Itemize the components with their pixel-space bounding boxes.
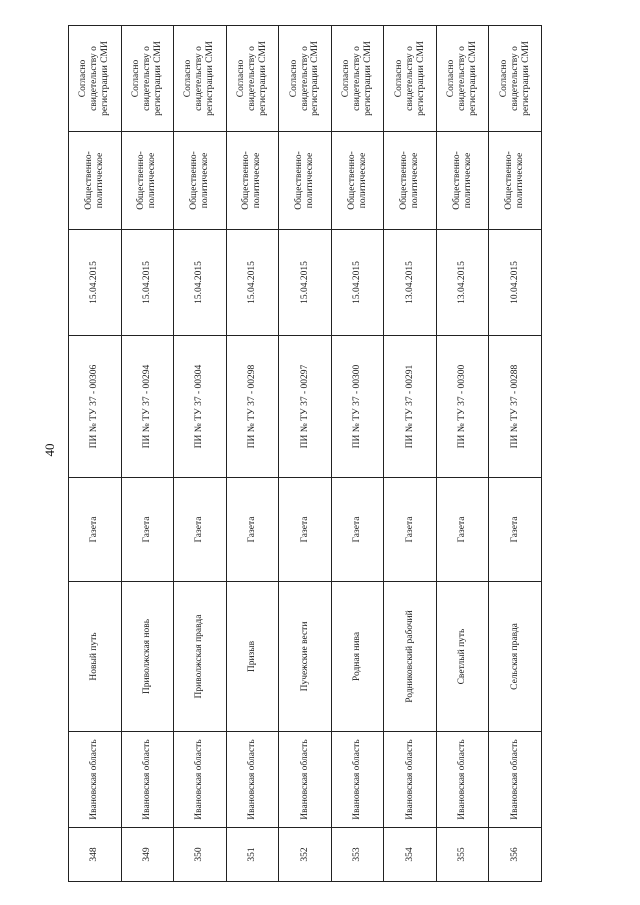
note-cell: Согласно свидетельству о регистрации СМИ <box>69 26 122 132</box>
registration-number-cell: ПИ № ТУ 37 - 00294 <box>121 336 174 478</box>
registration-number-cell: ПИ № ТУ 37 - 00298 <box>226 336 279 478</box>
date-cell: 13.04.2015 <box>384 230 437 336</box>
row-number: 354 <box>384 828 437 882</box>
registration-number-cell: ПИ № ТУ 37 - 00306 <box>69 336 122 478</box>
row-number: 353 <box>331 828 384 882</box>
date-cell: 15.04.2015 <box>174 230 227 336</box>
kind-cell: Газета <box>384 478 437 582</box>
registration-number-cell: ПИ № ТУ 37 - 00304 <box>174 336 227 478</box>
region-cell: Ивановская область <box>69 732 122 828</box>
region-cell: Ивановская область <box>489 732 542 828</box>
registration-number-cell: ПИ № ТУ 37 - 00300 <box>436 336 489 478</box>
table-row <box>384 26 437 882</box>
note-cell: Согласно свидетельству о регистрации СМИ <box>174 26 227 132</box>
date-cell: 15.04.2015 <box>331 230 384 336</box>
specialization-cell: Общественно-политическое <box>121 132 174 230</box>
row-number: 352 <box>279 828 332 882</box>
date-cell: 13.04.2015 <box>436 230 489 336</box>
row-number: 351 <box>226 828 279 882</box>
note-cell: Согласно свидетельству о регистрации СМИ <box>331 26 384 132</box>
specialization-cell: Общественно-политическое <box>69 132 122 230</box>
page-number: 40 <box>42 443 57 457</box>
row-number: 348 <box>69 828 122 882</box>
row-number: 350 <box>174 828 227 882</box>
row-number: 355 <box>436 828 489 882</box>
note-cell: Согласно свидетельству о регистрации СМИ <box>121 26 174 132</box>
registration-number-cell: ПИ № ТУ 37 - 00300 <box>331 336 384 478</box>
media-registry-table <box>68 25 542 882</box>
region-cell: Ивановская область <box>331 732 384 828</box>
title-cell: Новый путь <box>69 582 122 732</box>
title-cell: Призыв <box>226 582 279 732</box>
registry-table-wrapper <box>68 26 542 882</box>
kind-cell: Газета <box>174 478 227 582</box>
table-row <box>174 26 227 882</box>
kind-cell: Газета <box>69 478 122 582</box>
specialization-cell: Общественно-политическое <box>384 132 437 230</box>
kind-cell: Газета <box>279 478 332 582</box>
table-row <box>226 26 279 882</box>
row-number: 356 <box>489 828 542 882</box>
date-cell: 10.04.2015 <box>489 230 542 336</box>
specialization-cell: Общественно-политическое <box>489 132 542 230</box>
registration-number-cell: ПИ № ТУ 37 - 00291 <box>384 336 437 478</box>
note-cell: Согласно свидетельству о регистрации СМИ <box>489 26 542 132</box>
table-row <box>489 26 542 882</box>
region-cell: Ивановская область <box>279 732 332 828</box>
note-cell: Согласно свидетельству о регистрации СМИ <box>279 26 332 132</box>
specialization-cell: Общественно-политическое <box>226 132 279 230</box>
table-row <box>331 26 384 882</box>
title-cell: Приволжская новь <box>121 582 174 732</box>
date-cell: 15.04.2015 <box>279 230 332 336</box>
table-row <box>436 26 489 882</box>
region-cell: Ивановская область <box>384 732 437 828</box>
date-cell: 15.04.2015 <box>121 230 174 336</box>
specialization-cell: Общественно-политическое <box>279 132 332 230</box>
registration-number-cell: ПИ № ТУ 37 - 00288 <box>489 336 542 478</box>
region-cell: Ивановская область <box>121 732 174 828</box>
table-row <box>69 26 122 882</box>
region-cell: Ивановская область <box>436 732 489 828</box>
registration-number-cell: ПИ № ТУ 37 - 00297 <box>279 336 332 478</box>
title-cell: Сельская правда <box>489 582 542 732</box>
kind-cell: Газета <box>226 478 279 582</box>
date-cell: 15.04.2015 <box>226 230 279 336</box>
region-cell: Ивановская область <box>226 732 279 828</box>
kind-cell: Газета <box>489 478 542 582</box>
note-cell: Согласно свидетельству о регистрации СМИ <box>226 26 279 132</box>
note-cell: Согласно свидетельству о регистрации СМИ <box>436 26 489 132</box>
specialization-cell: Общественно-политическое <box>331 132 384 230</box>
registry-table-rotated <box>68 26 542 882</box>
kind-cell: Газета <box>331 478 384 582</box>
specialization-cell: Общественно-политическое <box>174 132 227 230</box>
title-cell: Светлый путь <box>436 582 489 732</box>
title-cell: Приволжская правда <box>174 582 227 732</box>
title-cell: Родная нива <box>331 582 384 732</box>
region-cell: Ивановская область <box>174 732 227 828</box>
note-cell: Согласно свидетельству о регистрации СМИ <box>384 26 437 132</box>
date-cell: 15.04.2015 <box>69 230 122 336</box>
row-number: 349 <box>121 828 174 882</box>
kind-cell: Газета <box>121 478 174 582</box>
kind-cell: Газета <box>436 478 489 582</box>
table-row <box>121 26 174 882</box>
title-cell: Пучежские вести <box>279 582 332 732</box>
specialization-cell: Общественно-политическое <box>436 132 489 230</box>
table-row <box>279 26 332 882</box>
title-cell: Родниковский рабочий <box>384 582 437 732</box>
